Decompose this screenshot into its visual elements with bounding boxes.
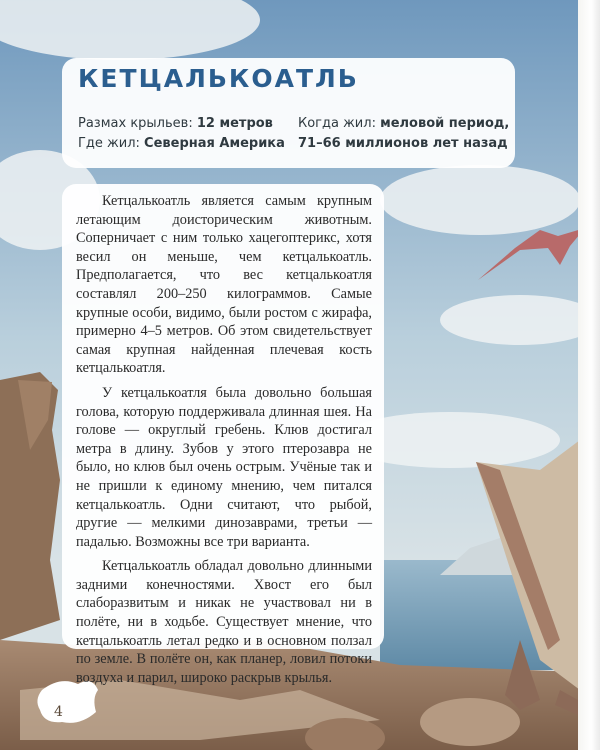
habitat-label: Где жил: bbox=[78, 136, 140, 151]
habitat-value: Северная Америка bbox=[144, 136, 285, 151]
period-fact-line-2 bbox=[298, 134, 518, 154]
paragraph-1: Кетцалькоатль является самым крупным летающим доисторическим животным. Соперничает с ним только хацегоптерикс, хотя весил он меньше, чем кетцалькоатль. Предполагается, что вес кетцалькоатля составлял 200–250 килограммов. Самые крупные особи, видимо, были ростом с жирафа, примерно 4–5 метров. Об этом свидетельствует самая крупная найденная плечевая кость кетцалькоатля. bbox=[76, 193, 372, 377]
page-number: 4 bbox=[54, 704, 63, 720]
period-label: Когда жил: bbox=[298, 116, 376, 131]
body-text bbox=[76, 192, 372, 693]
habitat-fact bbox=[78, 134, 293, 154]
wingspan-fact bbox=[78, 114, 293, 134]
period-value-2: 71–66 миллионов лет назад bbox=[298, 136, 508, 151]
facts-left-column bbox=[78, 114, 293, 154]
facts-right-column bbox=[298, 114, 518, 154]
wingspan-value: 12 метров bbox=[196, 116, 273, 131]
paragraph-2: У кетцалькоатля была довольно большая голова, которую поддерживала длинная шея. На голове — округлый гребень. Клюв достигал метра в длину. Зубов у этого птерозавра не было, но клюв был очень острым. Учёные так и не пришли к единому мнению, чем питался кетцалькоатль. Одни считают, что рыбой, другие — мелкими динозаврами, третьи — падалью. Возможны все три варианта. bbox=[76, 384, 372, 550]
period-fact bbox=[298, 114, 518, 134]
period-value-1: меловой период, bbox=[380, 116, 510, 131]
title-card bbox=[62, 58, 515, 168]
text-card bbox=[62, 184, 384, 686]
page-edge bbox=[578, 0, 600, 750]
page-title: КЕТЦАЛЬКОАТЛЬ bbox=[78, 64, 359, 93]
wingspan-label: Размах крыльев: bbox=[78, 116, 193, 131]
paragraph-3: Кетцалькоатль обладал довольно длинными задними конечностями. Хвост его был слаборазвитым и никак не участвовал ни в полёте, ни в ходьбе. Существует мнение, что кетцалькоатль летал редко и в основном ползал по земле. В полёте он, как планер, ловил потоки воздуха и парил, широко раскрыв крылья. bbox=[76, 558, 372, 686]
